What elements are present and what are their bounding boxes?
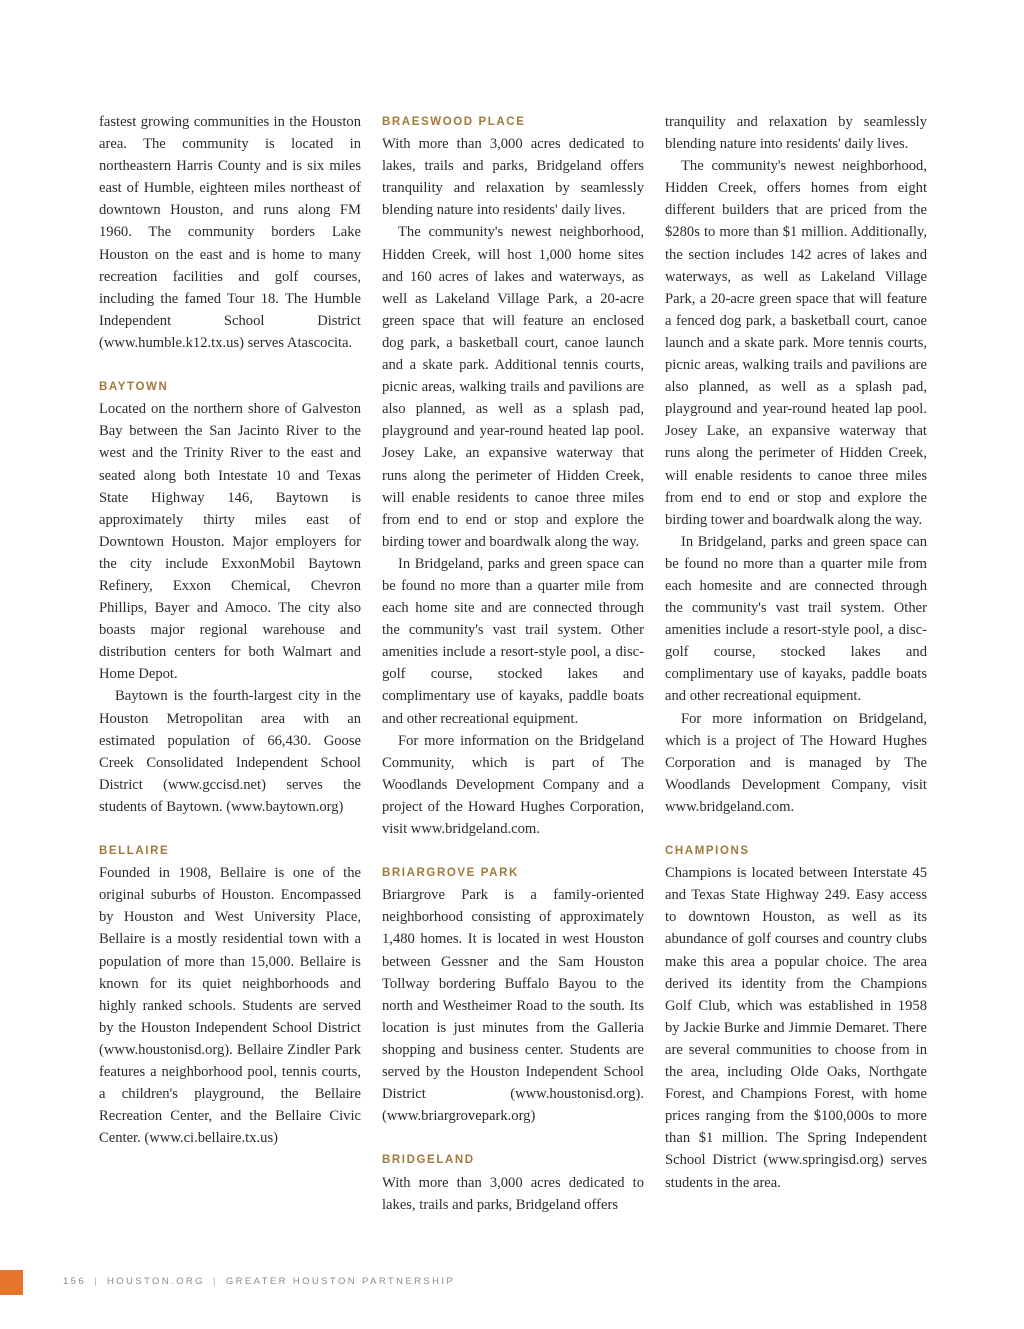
bridgeland-continued-paragraph-1: tranquility and relaxation by seamlessly blending nature into residents' daily lives. bbox=[665, 114, 927, 153]
column-1 bbox=[99, 111, 361, 1149]
atascocita-text: fastest growing communities in the Houston area. The community is located in northeastern Harris County and is six miles east of Humble, eighteen miles northeast of downtown Houston, and runs along FM 1960. The community borders Lake Houston on the east and is home to many recreation facilities and golf courses, including the famed Tour 18. The Humble Independent School District (www.humble.k12.tx.us) serves Atascocita. bbox=[99, 114, 361, 351]
footer-publisher: GREATER HOUSTON PARTNERSHIP bbox=[225, 1276, 456, 1287]
bridgeland-continued-paragraph-4: For more information on Bridgeland, which is a project of The Howard Hughes Corporation and is managed by The Woodlands Development Company, visit www.bridgeland.com. bbox=[665, 710, 927, 815]
page-tab-accent bbox=[0, 1270, 23, 1295]
braeswood-paragraph-3: In Bridgeland, parks and green space can be found no more than a quarter mile from each home site and are connected through the community's vast trail system. Other amenities include a resort-style pool, a disc-golf course, stocked lakes and complimentary use of kayaks, paddle boats and other recreational equipment. bbox=[382, 555, 644, 727]
briargrove-paragraph-1: Briargrove Park is a family-oriented neighborhood consisting of approximately 1,480 homes. It is located in west Houston between Gessner and the Sam Houston Tollway bordering Buffalo Bayou to the north and Westheimer Road to the south. Its location is just minutes from the Galleria shopping and business center. Students are served by the Houston Independent School District (www.houstonisd.org). (www.briargrovepark.org) bbox=[382, 887, 644, 1125]
braeswood-paragraph-4: For more information on the Bridgeland Community, which is part of The Woodlands Development Company and a project of the Howard Hughes Corporation, visit www.bridgeland.com. bbox=[382, 732, 644, 837]
baytown-paragraph-1: Located on the northern shore of Galveston Bay between the San Jacinto River to the west and the Trinity River to the east and seated along both Intestate 10 and Texas State Highway 146, Baytown is approximately thirty miles east of Downtown Houston. Major employers for the city include ExxonMobil Baytown Refinery, Exxon Chemical, Chevron Phillips, Bayer and Amoco. The city also boasts major regional warehouse and distribution centers for both Walmart and Home Depot. bbox=[99, 401, 361, 683]
bellaire-paragraph-1: Founded in 1908, Bellaire is one of the original suburbs of Houston. Encompassed by Houston and West University Place, Bellaire is a mostly residential town with a population of more than 15,000. Bellaire is known for its quiet neighborhoods and highly ranked schools. Students are served by the Houston Independent School District (www.houstonisd.org). Bellaire Zindler Park features a neighborhood pool, tennis courts, a children's playground, the Bellaire Recreation Center, and the Bellaire Civic Center. (www.ci.bellaire.tx.us) bbox=[99, 865, 361, 1147]
bridgeland-heading: BRIDGELAND bbox=[382, 1154, 475, 1167]
column-2 bbox=[382, 111, 644, 1216]
bridgeland-continued-paragraph-2: The community's newest neighborhood, Hidden Creek, offers homes from eight different builders that are priced from the $280s to more than $1 million. Additionally, the section includes 142 acres of lakes and waterways, as well as Lakeland Village Park, a 20-acre green space that will feature a fenced dog park, a basketball court, canoe launch and a skate park. More tennis courts, picnic areas, walking trails and pavilions are also planned, as well as a splash pad, playground and year-round heated lap pool. Josey Lake, an expansive waterway that runs along the perimeter of Hidden Creek, will enable residents to canoe three miles from end to end or stop and explore the birding tower and boardwalk along the way. bbox=[665, 158, 927, 528]
champions-heading: CHAMPIONS bbox=[665, 845, 750, 858]
champions-paragraph-1: Champions is located between Interstate 45 and Texas State Highway 249. Easy access to downtown Houston, as well as its abundance of golf courses and country clubs make this area a popular choice. The area derived its identity from the Champions Golf Club, which was established in 1958 by Jackie Burke and Jimmie Demaret. There are several communities to choose from in the area, including Olde Oaks, Northgate Forest, and Champions Forest, with home prices ranging from the $100,000s to more than $1 million. The Spring Independent School District (www.springisd.org) serves students in the area. bbox=[665, 865, 927, 1191]
bridgeland-continued-paragraph-3: In Bridgeland, parks and green space can be found no more than a quarter mile from each homesite and are connected through the community's vast trail system. Other amenities include a resort-style pool, a disc-golf course, stocked lakes and complimentary use of kayaks, paddle boats and other recreational equipment. bbox=[665, 533, 927, 705]
braeswood-heading: BRAESWOOD PLACE bbox=[382, 116, 526, 128]
briargrove-heading: BRIARGROVE PARK bbox=[382, 867, 519, 880]
baytown-heading: BAYTOWN bbox=[99, 381, 169, 394]
braeswood-paragraph-2: The community's newest neighborhood, Hidden Creek, will host 1,000 home sites and 160 acres of lakes and waterways, as well as Lakeland Village Park, a 20-acre green space that will feature an enclosed dog park, a basketball court, canoe launch and a skate park. Additional tennis courts, picnic areas, walking trails and pavilions are also planned, as well as a splash pad, playground and year-round heated lap pool. Josey Lake, an expansive waterway that runs along the perimeter of Hidden Creek, will enable residents to canoe three miles from end to end or stop and explore the birding tower and boardwalk along the way. bbox=[382, 224, 644, 550]
bridgeland-paragraph-1: With more than 3,000 acres dedicated to lakes, trails and parks, Bridgeland offers bbox=[382, 1174, 644, 1213]
bellaire-heading: BELLAIRE bbox=[99, 845, 170, 858]
footer-site: HOUSTON.ORG bbox=[106, 1276, 205, 1287]
page-number: 156 bbox=[63, 1276, 87, 1287]
baytown-paragraph-2: Baytown is the fourth-largest city in the Houston Metropolitan area with an estimated population of 66,430. Goose Creek Consolidated Independent School District (www.gccisd.net) serves the students of Baytown. (www.baytown.org) bbox=[99, 688, 361, 815]
footer-separator: | bbox=[212, 1276, 218, 1287]
column-3 bbox=[665, 111, 927, 1194]
braeswood-paragraph-1: With more than 3,000 acres dedicated to lakes, trails and parks, Bridgeland offers tranquility and relaxation by seamlessly blending nature into residents' daily lives. bbox=[382, 136, 644, 219]
footer-separator: | bbox=[94, 1276, 99, 1287]
page-footer bbox=[63, 1276, 455, 1287]
